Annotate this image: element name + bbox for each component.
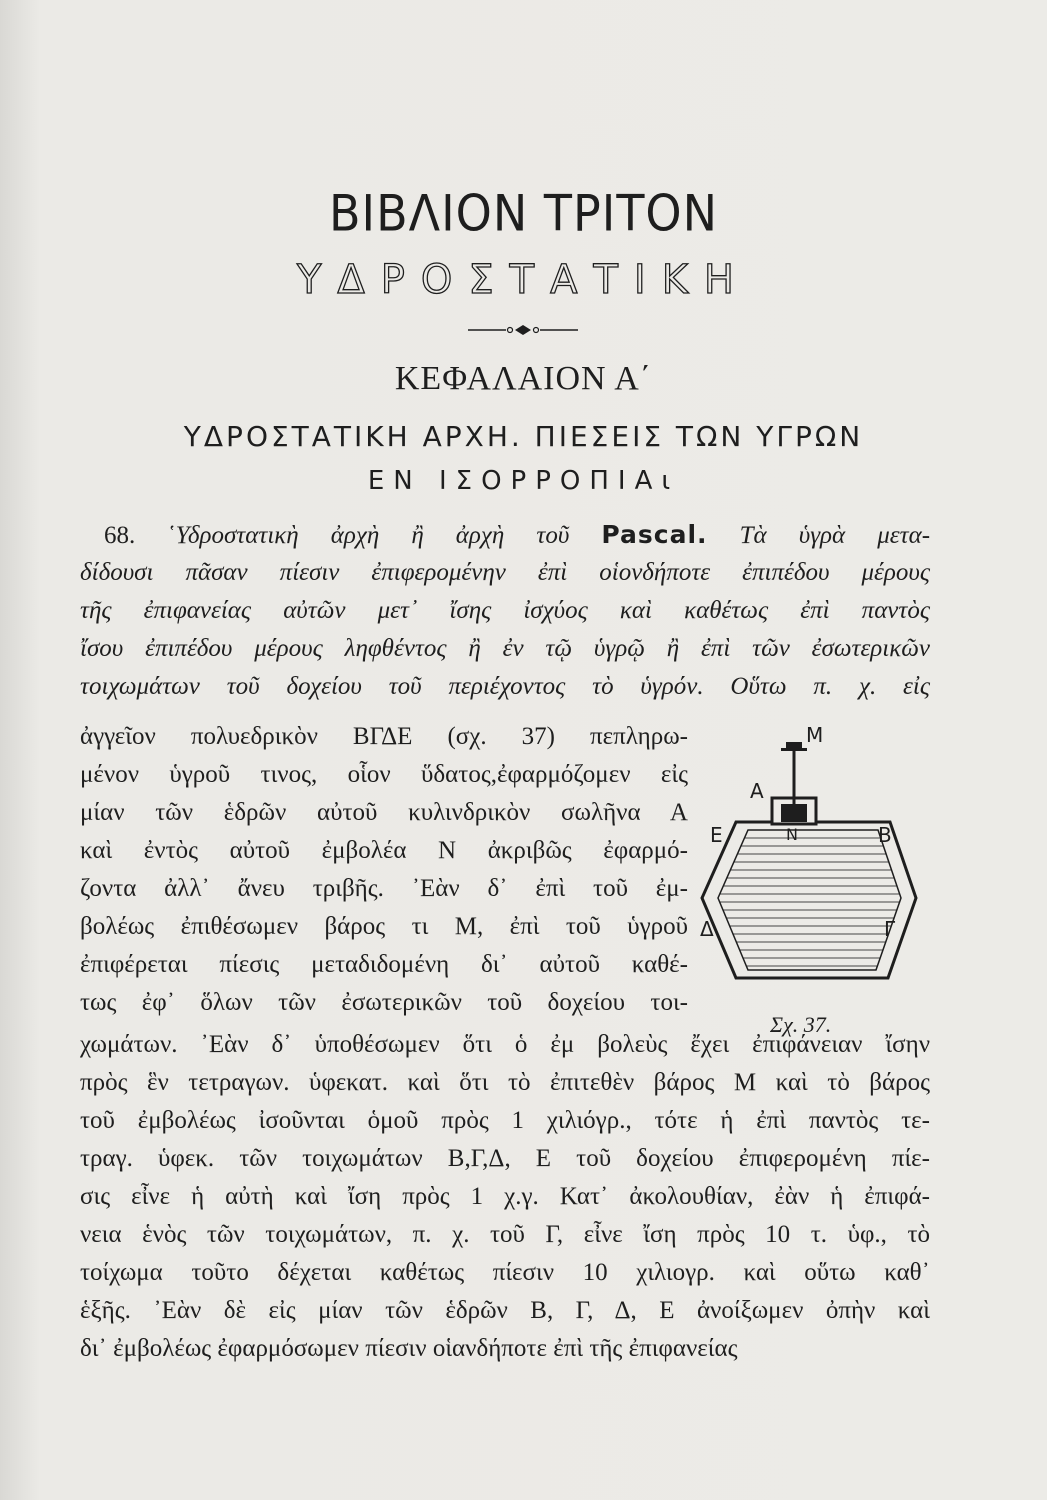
label-gamma: Γ — [884, 917, 896, 941]
label-m: M — [806, 723, 824, 747]
text-line: δι᾽ ἐμβολέως ἐφαρμόσωμεν πίεσιν οἱανδήποτε ἐπὶ τῆς ἐπιφανείας — [80, 1335, 738, 1362]
text-line: τως ἐφ᾽ ὅλων τῶν ἐσωτερικῶν τοῦ δοχείου τοι- — [80, 989, 688, 1016]
text-line: βολέως ἐπιθέσωμεν βάρος τι Μ, ἐπὶ τοῦ ὑγροῦ — [80, 913, 688, 940]
label-b: B — [878, 823, 892, 847]
chapter-title: ΚΕΦΑΛΑΙΟΝ Α΄ — [394, 360, 653, 397]
figure-37-pascal-vessel — [686, 708, 926, 1038]
book-title: ΒΙΒΛΙΟΝ ΤΡΙΤΟΝ — [328, 183, 719, 243]
text-line: ἴσου ἐπιπέδου μέρους ληφθέντος ἢ ἐν τῷ ὑγρῷ ἢ ἐπὶ τῶν ἐσωτερικῶν — [80, 635, 930, 662]
section-title-bold: Pascal. — [601, 520, 708, 549]
section-heading-line1: ΥΔΡΟΣΤΑΤΙΚΗ ΑΡΧΗ. ΠΙΕΣΕΙΣ ΤΩΝ ΥΓΡΩΝ — [183, 420, 864, 453]
text-line: ζοντα ἀλλ᾽ ἄνευ τριβῆς. ᾽Εὰν δ᾽ ἐπὶ τοῦ ἐμ- — [80, 875, 688, 902]
label-n: N — [786, 825, 798, 844]
text-line: ἀγγεῖον πολυεδρικὸν ΒΓΔΕ (σχ. 37) πεπληρω- — [80, 723, 688, 750]
text-line: τοιχωμάτων τοῦ δοχείου τοῦ περιέχοντος τὸ ὑγρόν. Οὕτω π. χ. εἰς — [80, 673, 930, 700]
text-line: μίαν τῶν ἑδρῶν αὐτοῦ κυλινδρικὸν σωλῆνα Α — [80, 799, 688, 826]
paragraph-first-line — [104, 518, 930, 553]
text-line: τοίχωμα τοῦτο δέχεται καθέτως πίεσιν 10 χιλιογρ. καὶ οὕτω καθ᾽ — [80, 1259, 930, 1286]
label-delta: Δ — [700, 917, 714, 941]
figure-caption: Σχ. 37. — [770, 1012, 832, 1037]
text-line: νεια ἑνὸς τῶν τοιχωμάτων, π. χ. τοῦ Γ, εἶνε ἴση πρὸς 10 τ. ὑφ., τὸ — [80, 1221, 930, 1248]
section-title-italic: ῾Υδροστατικὴ ἀρχὴ ἢ ἀρχὴ τοῦ — [167, 522, 570, 549]
ornament-divider — [468, 322, 578, 338]
text-line: δίδουσι πᾶσαν πίεσιν ἐπιφερομένην ἐπὶ οἱονδήποτε ἐπιπέδου μέρους — [80, 559, 930, 586]
subject-title: ΥΔΡΟΣΤΑΤΙΚΗ — [296, 257, 750, 303]
section-heading-line2: ΕΝ ΙΣΟΡΡΟΠΙΑι — [367, 466, 680, 496]
text-line: ἐπιφέρεται πίεσις μεταδιδομένη δι᾽ αὐτοῦ καθέ- — [80, 951, 688, 978]
text-line: τοῦ ἐμβολέως ἰσοῦνται ὁμοῦ πρὸς 1 χιλιόγρ., τότε ἡ ἐπὶ παντὸς τε- — [80, 1107, 930, 1134]
text-line: ἑξῆς. ᾽Εὰν δὲ εἰς μίαν τῶν ἑδρῶν Β, Γ, Δ, Ε ἀνοίξωμεν ὀπὴν καὶ — [80, 1297, 930, 1324]
piston — [781, 804, 807, 822]
text-line: μένον ὑγροῦ τινος, οἷον ὕδατος,ἐφαρμόζομεν εἰς — [80, 761, 688, 788]
text-line: τραγ. ὑφεκ. τῶν τοιχωμάτων Β,Γ,Δ, Ε τοῦ δοχείου ἐπιφερομένη πίε- — [80, 1145, 930, 1172]
text-line: σις εἶνε ἡ αὐτὴ καὶ ἴση πρὸς 1 χ.γ. Κατ᾽ ἀκολουθίαν, ἐὰν ἡ ἐπιφά- — [80, 1183, 930, 1210]
text-line: πρὸς ἓν τετραγων. ὑφεκατ. καὶ ὅτι τὸ ἐπιτεθὲν βάρος Μ καὶ τὸ βάρος — [80, 1069, 930, 1096]
text-line: καὶ ἐντὸς αὐτοῦ ἐμβολέα Ν ἀκριβῶς ἐφαρμό- — [80, 837, 688, 864]
section-number: 68. — [104, 522, 136, 549]
label-a: A — [750, 779, 764, 803]
section-first-line-rest: Τὰ ὑγρὰ μετα- — [739, 522, 931, 549]
vessel-inner-wall — [718, 830, 901, 970]
label-e: E — [710, 823, 723, 847]
text-line: τῆς ἐπιφανείας αὐτῶν μετ᾽ ἴσης ἰσχύος καὶ καθέτως ἐπὶ παντὸς — [80, 597, 930, 624]
text-line: χωμάτων. ᾽Εὰν δ᾽ ὑποθέσωμεν ὅτι ὁ ἐμ βολεὺς ἔχει ἐπιφάνειαν ἴσην — [80, 1031, 930, 1058]
